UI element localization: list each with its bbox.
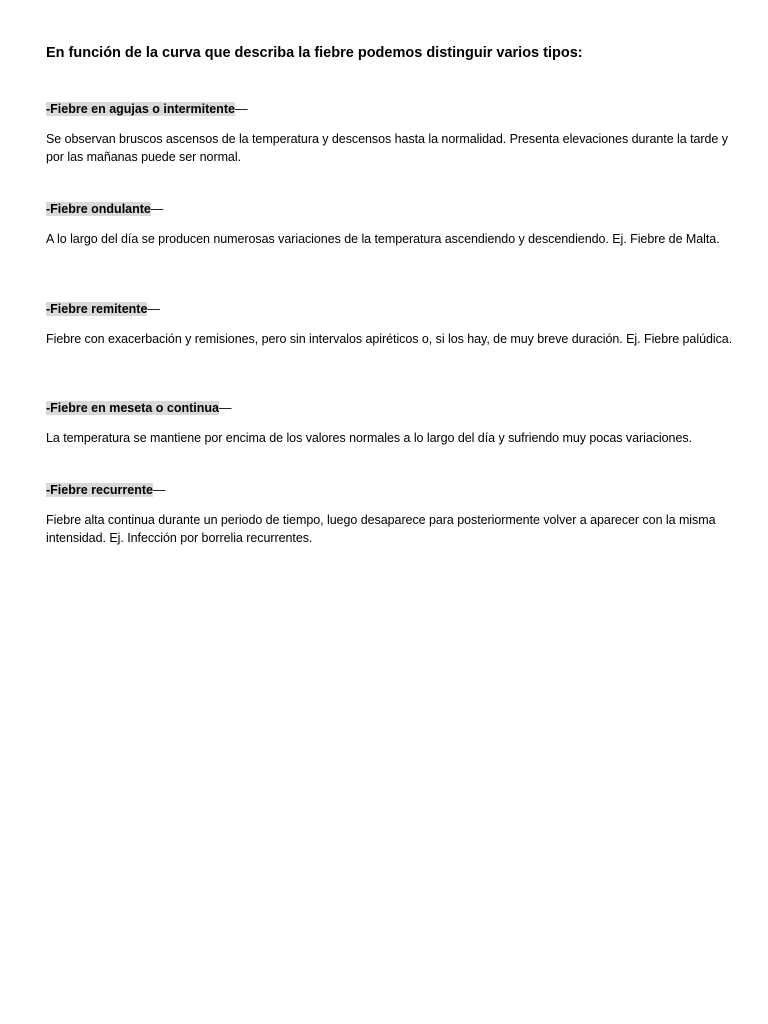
section-meseta [46, 400, 736, 447]
section-text: A lo largo del día se producen numerosas variaciones de la temperatura ascendiendo y descendiendo. Ej. Fiebre de Malta. [46, 232, 720, 246]
section-recurrente [46, 482, 736, 547]
document-title: En función de la curva que describa la fiebre podemos distinguir varios tipos: [46, 45, 583, 61]
highlighted-heading: -Fiebre en meseta o continua [46, 401, 219, 415]
section-ondulante [46, 201, 736, 248]
section-heading [46, 482, 736, 499]
section-remitente [46, 301, 736, 348]
heading-dash: — [218, 401, 232, 415]
section-heading [46, 400, 736, 417]
highlighted-heading: -Fiebre ondulante [46, 202, 151, 216]
highlighted-heading: -Fiebre remitente [46, 302, 148, 316]
heading-dash: — [234, 102, 248, 116]
heading-dash: — [147, 302, 160, 316]
section-heading [46, 301, 736, 318]
heading-dash: — [150, 202, 164, 216]
highlighted-heading: -Fiebre recurrente [46, 483, 153, 497]
section-text: Fiebre alta continua durante un periodo de tiempo, luego desaparece para posteriormente volver a aparecer con la misma intensidad. Ej. Infección por borrelia recurrentes. [46, 513, 716, 545]
section-heading [46, 201, 736, 218]
section-intermitente [46, 101, 736, 166]
section-heading [46, 101, 736, 118]
section-text: La temperatura se mantiene por encima de los valores normales a lo largo del día y sufriendo muy pocas variaciones. [46, 431, 692, 445]
section-text: Fiebre con exacerbación y remisiones, pero sin intervalos apiréticos o, si los hay, de muy breve duración. Ej. Fiebre palúdica. [46, 332, 733, 346]
heading-dash: — [152, 483, 166, 497]
highlighted-heading: -Fiebre en agujas o intermitente [46, 102, 235, 116]
section-text: Se observan bruscos ascensos de la temperatura y descensos hasta la normalidad. Presenta elevaciones durante la tarde y por las mañanas puede ser normal. [46, 132, 728, 164]
